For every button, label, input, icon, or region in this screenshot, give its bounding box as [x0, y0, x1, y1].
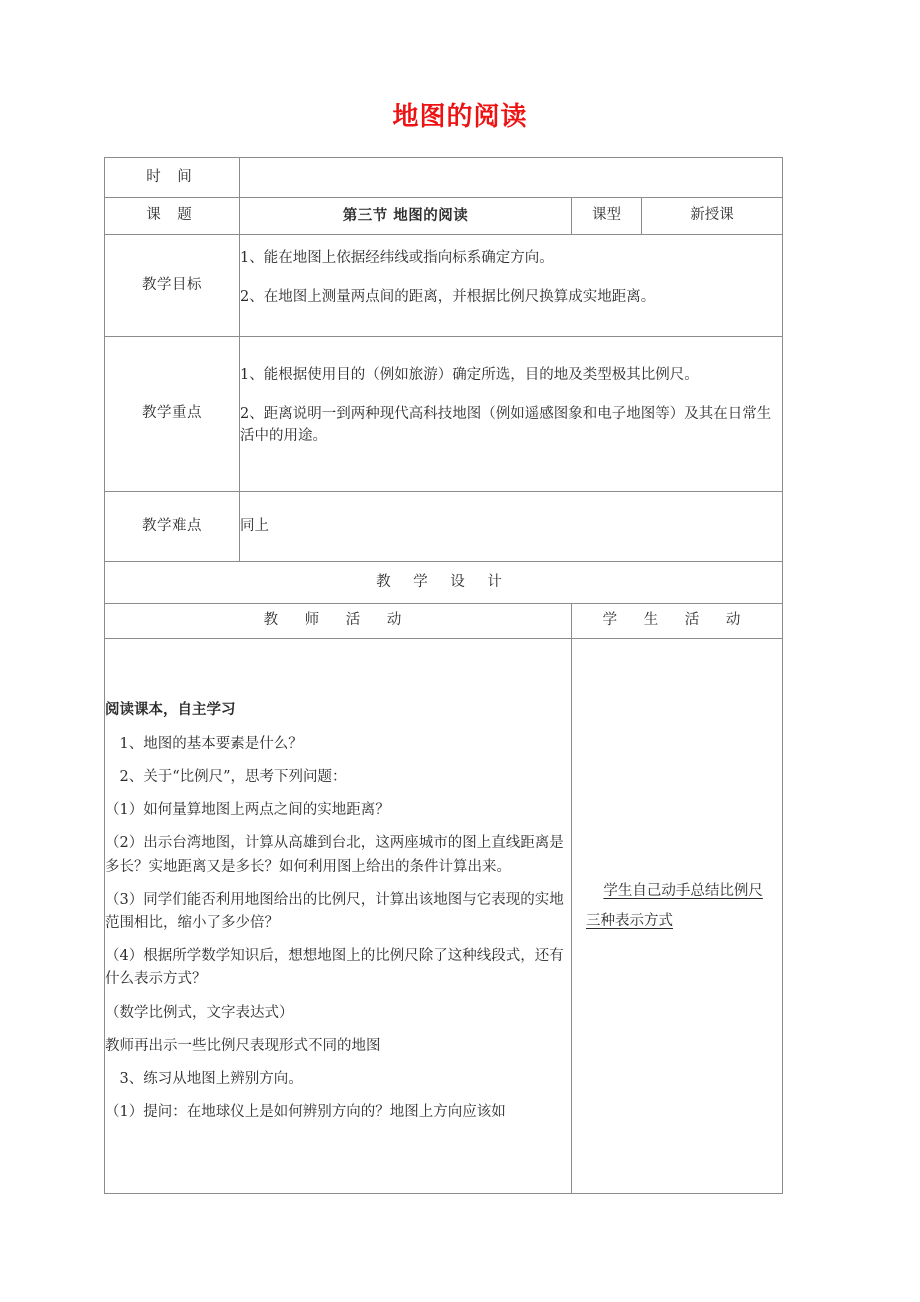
key-points-label: 教学重点 — [105, 337, 240, 492]
table-row-time — [105, 158, 783, 198]
key-point-item-1: 1、能根据使用目的（例如旅游）确定所选，目的地及类型极其比例尺。 — [240, 367, 699, 384]
teacher-activity-header: 教 师 活 动 — [105, 604, 572, 639]
objectives-label: 教学目标 — [105, 235, 240, 337]
teacher-paragraph-8: 教师再出示一些比例尺表现形式不同的地图 — [105, 1037, 381, 1054]
table-row-objectives — [105, 235, 783, 337]
course-type-label: 课型 — [572, 198, 642, 235]
teacher-paragraph-10: （1）提问：在地球仪上是如何辨别方向的？地图上方向应该如 — [105, 1104, 506, 1121]
teacher-paragraph-6: （4）根据所学数学知识后，想想地图上的比例尺除了这种线段式，还有什么表示方式？ — [105, 948, 564, 988]
student-activity-note — [586, 877, 766, 936]
objectives-body — [240, 235, 783, 337]
lesson-plan-table — [104, 157, 783, 1194]
key-point-item-2: 2、距离说明一到两种现代高科技地图（例如遥感图象和电子地图等）及其在日常生活中的用途。 — [240, 405, 772, 445]
teacher-paragraph-3: （1）如何量算地图上两点之间的实地距离？ — [105, 802, 390, 819]
table-row-topic — [105, 198, 783, 235]
design-section-header: 教 学 设 计 — [105, 562, 783, 604]
student-activity-header: 学 生 活 动 — [572, 604, 783, 639]
table-row-activity-headers — [105, 604, 783, 639]
table-row-difficulties — [105, 492, 783, 562]
student-note-line-2: 三种表示方式 — [586, 912, 673, 929]
student-activity-body — [572, 639, 783, 1194]
teacher-activity-body — [105, 639, 572, 1194]
teacher-activity-heading: 阅读课本，自主学习 — [105, 700, 236, 718]
objective-item-1: 1、能在地图上依据经纬线或指向标系确定方向。 — [240, 250, 554, 267]
objective-item-2: 2、在地图上测量两点间的距离，并根据比例尺换算成实地距离。 — [240, 288, 656, 305]
table-row-activity-body — [105, 639, 783, 1194]
topic-label: 课 题 — [105, 198, 240, 235]
teacher-paragraph-4: （2）出示台湾地图，计算从高雄到台北，这两座城市的图上直线距离是多长？实地距离又是多长？如何利用图上给出的条件计算出来。 — [105, 835, 564, 875]
teacher-paragraph-7: （数学比例式，文字表达式） — [105, 1004, 294, 1021]
teacher-paragraph-5: （3）同学们能否利用地图给出的比例尺，计算出该地图与它表现的实地范围相比，缩小了多少倍？ — [105, 891, 564, 931]
difficulties-value: 同上 — [240, 492, 783, 562]
table-row-key-points — [105, 337, 783, 492]
difficulties-label: 教学难点 — [105, 492, 240, 562]
teacher-paragraph-9: 3、练习从地图上辨别方向。 — [119, 1070, 303, 1087]
table-row-design-header — [105, 562, 783, 604]
page-title: 地图的阅读 — [392, 102, 528, 132]
course-type-value: 新授课 — [642, 198, 783, 235]
time-value — [240, 158, 783, 198]
student-note-line-1: 学生自己动手总结比例尺 — [603, 883, 763, 899]
teacher-paragraph-1: 1、地图的基本要素是什么？ — [119, 735, 303, 752]
key-points-body — [240, 337, 783, 492]
time-label: 时 间 — [105, 158, 240, 198]
teacher-paragraph-2: 2、关于“比例尺”，思考下列问题： — [119, 769, 347, 786]
topic-value: 第三节 地图的阅读 — [240, 198, 572, 235]
